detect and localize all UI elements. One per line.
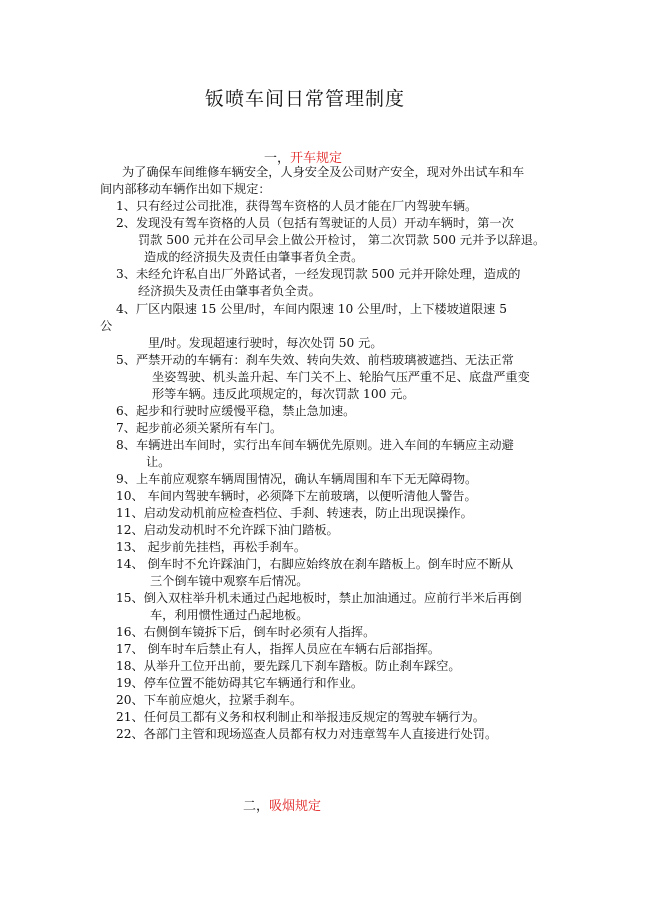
intro-line: 为了确保车间维修车辆安全，人身安全及公司财产安全，现对外出试车和车 [122,165,525,179]
rule-line: 1、只有经过公司批准，获得驾车资格的人员才能在厂内驾驶车辆。 [116,199,478,213]
section-title: 开车规定 [290,151,343,166]
rule-line: 17、 倒车时车后禁止有人，指挥人员应在车辆右后部指挥。 [116,642,441,656]
rule-line: 形等车辆。违反此项规定的，每次罚款 100 元。 [152,387,415,401]
rule-line: 13、 起步前先挂档，再松手刹车。 [116,540,307,554]
rule-line: 12、启动发动机时不允许踩下油门踏板。 [116,523,339,537]
rule-line: 11、启动发动机前应检查档位、手刹、转速表，防止出现误操作。 [116,506,473,520]
rule-line: 4、厂区内限速 15 公里/时，车间内限速 10 公里/时，上下楼坡道限速 5 [116,302,507,316]
rule-line: 3、未经允许私自出厂外路试者，一经发现罚款 500 元并开除处理，造成的 [116,267,521,281]
rule-line: 8、车辆进出车间时，实行出车间车辆优先原则。进入车间的车辆应主动避 [116,438,514,452]
section-heading-smoking [243,795,321,814]
rule-line: 经济损失及责任由肇事者负全责。 [138,284,321,298]
rule-line: 21、任何员工都有义务和权利制止和举报违反规定的驾驶车辆行为。 [116,710,485,724]
rule-line: 5、严禁开动的车辆有：刹车失效、转向失效、前档玻璃被遮挡、无法正常 [116,353,514,367]
rule-line: 2、发现没有驾车资格的人员（包括有驾驶证的人员）开动车辆时，第一次 [116,216,514,230]
rule-line: 10、 车间内驾驶车辆时，必须降下左前玻璃，以便听清他人警告。 [116,489,477,503]
rule-line: 15、倒入双柱举升机未通过凸起地板时，禁止加油通过。应前行半米后再倒 [116,591,522,605]
rule-line: 三个倒车镜中观察车后情况。 [150,574,309,588]
rule-line: 6、起步和行驶时应缓慢平稳，禁止急加速。 [116,404,356,418]
rule-line: 9、上车前应观察车辆周围情况，确认车辆周围和车下无无障碍物。 [116,472,478,486]
rule-line: 罚款 500 元并在公司早会上做公开检讨， 第二次罚款 500 元并予以辞退。 [138,233,546,247]
rule-line: 里/时。发现超速行驶时，每次处罚 50 元。 [148,336,383,350]
section-number: 一， [264,151,291,166]
rule-line: 16、右侧倒车镜拆下后，倒车时必须有人指挥。 [116,625,376,639]
intro-line: 间内部移动车辆作出如下规定： [100,182,271,196]
rule-line: 车，利用惯性通过凸起地板。 [150,608,309,622]
rule-line: 7、起步前必须关紧所有车门。 [116,421,283,435]
rule-line: 让。 [146,455,171,469]
rule-line: 坐姿驾驶、机头盖升起、车门关不上、轮胎气压严重不足、底盘严重变 [152,370,530,384]
document-title: 钣喷车间日常管理制度 [204,88,405,110]
rule-line: 公 [100,319,113,333]
section-number: 二， [243,799,270,814]
rule-line: 22、各部门主管和现场巡查人员都有权力对违章驾车人直接进行处罚。 [116,727,498,741]
section-title: 吸烟规定 [269,799,322,814]
rule-line: 19、停车位置不能妨碍其它车辆通行和作业。 [116,676,364,690]
rule-line: 14、 倒车时不允许踩油门，右脚应始终放在刹车踏板上。倒车时应不断从 [116,557,514,571]
rule-line: 18、从举升工位开出前，要先踩几下刹车踏板。防止刹车踩空。 [116,659,461,673]
rule-line: 造成的经济损失及责任由肇事者负全责。 [144,250,364,264]
rule-line: 20、下车前应熄火，拉紧手刹车。 [116,693,303,707]
